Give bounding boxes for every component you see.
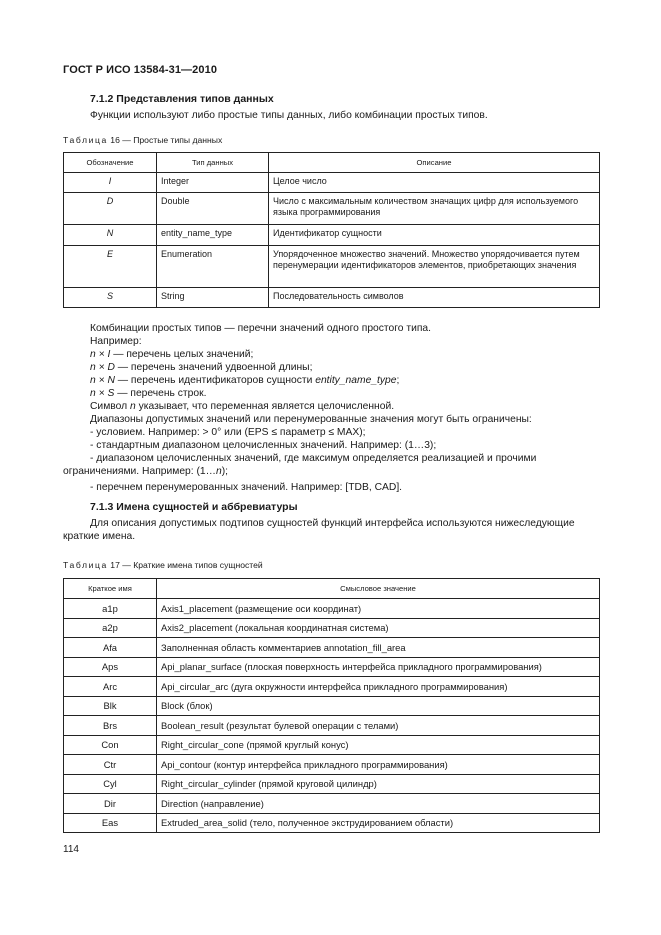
meaning-cell: Direction (направление): [157, 794, 600, 814]
meaning-cell: Api_planar_surface (плоская поверхность интерфейса прикладного программирования): [157, 657, 600, 677]
code-cell: D: [64, 193, 157, 225]
meaning-cell: Заполненная область комментариев annotation_fill_area: [157, 638, 600, 658]
ranges-note: Диапазоны допустимых значений или перенумерованные значения могут быть ограничены:: [90, 414, 532, 425]
table-row: [64, 288, 600, 308]
example-label: Например:: [90, 336, 142, 347]
combos-line: Комбинации простых типов — перечни значений одного простого типа.: [90, 323, 431, 334]
example-item: n × I — перечень целых значений;: [90, 349, 254, 360]
table-17-caption: [63, 560, 263, 570]
table-row: [64, 755, 600, 775]
table-row: [64, 618, 600, 638]
type-cell: Enumeration: [157, 246, 269, 288]
desc-cell: Последовательность символов: [269, 288, 600, 308]
caption-text: 17 — Краткие имена типов сущностей: [107, 560, 263, 570]
table-row: [64, 173, 600, 193]
table-header-cell: Описание: [269, 153, 600, 173]
code-cell: S: [64, 288, 157, 308]
type-cell: entity_name_type: [157, 225, 269, 246]
meaning-cell: Api_contour (контур интерфейса прикладного программирования): [157, 755, 600, 775]
table-row: [64, 677, 600, 697]
desc-cell: Упорядоченное множество значений. Множество упорядочивается путем перенумерации идентификаторов элементов, приобретающих значения: [269, 246, 600, 288]
table-row: [64, 225, 600, 246]
type-cell: String: [157, 288, 269, 308]
desc-cell: Идентификатор сущности: [269, 225, 600, 246]
meaning-cell: Api_circular_arc (дуга окружности интерфейса прикладного программирования): [157, 677, 600, 697]
section-title-7-1-2: 7.1.2 Представления типов данных: [90, 93, 274, 105]
table-row: [64, 193, 600, 225]
caption-prefix: Таблица: [63, 135, 108, 145]
table-row: [64, 735, 600, 755]
table-row: [64, 657, 600, 677]
table-row: [64, 794, 600, 814]
short-name-cell: Brs: [64, 716, 157, 736]
meaning-cell: Right_circular_cone (прямой круглый конус): [157, 735, 600, 755]
table-header-cell: Краткое имя: [64, 579, 157, 599]
symbol-note: Символ n указывает, что переменная является целочисленной.: [90, 401, 395, 412]
code-cell: E: [64, 246, 157, 288]
example-item: n × N — перечень идентификаторов сущности entity_name_type;: [90, 375, 400, 386]
table-16-caption: [63, 135, 222, 145]
code-cell: I: [64, 173, 157, 193]
short-name-cell: Cyl: [64, 774, 157, 794]
section-intro-7-1-2: Функции используют либо простые типы данных, либо комбинации простых типов.: [90, 110, 488, 121]
table-header-cell: Смысловое значение: [157, 579, 600, 599]
example-item: n × S — перечень строк.: [90, 388, 207, 399]
short-name-cell: Afa: [64, 638, 157, 658]
section-intro-7-1-3: Для описания допустимых подтипов сущностей функций интерфейса используются нижеследующие краткие имена.: [63, 518, 575, 543]
page-number: 114: [63, 844, 79, 855]
range-item: - диапазоном целочисленных значений, где максимум определяется реализацией и прочими ограничениями. Например: (1…n);: [63, 453, 537, 478]
caption-prefix: Таблица: [63, 560, 108, 570]
range-item: - перечнем перенумерованных значений. Например: [TDB, CAD].: [90, 482, 403, 493]
short-name-cell: Ctr: [64, 755, 157, 775]
short-name-cell: a1p: [64, 599, 157, 619]
range-item: - стандартным диапазоном целочисленных значений. Например: (1…3);: [90, 440, 437, 451]
caption-text: 16 — Простые типы данных: [107, 135, 223, 145]
meaning-cell: Right_circular_cylinder (прямой круговой цилиндр): [157, 774, 600, 794]
short-name-cell: Aps: [64, 657, 157, 677]
range-item: - условием. Например: > 0° или (EPS ≤ параметр ≤ MAX);: [90, 427, 366, 438]
table-16: [63, 152, 600, 308]
table-row: [64, 716, 600, 736]
example-item: n × D — перечень значений удвоенной длины;: [90, 362, 313, 373]
short-name-cell: Eas: [64, 813, 157, 833]
table-row: [64, 813, 600, 833]
meaning-cell: Block (блок): [157, 696, 600, 716]
type-cell: Integer: [157, 173, 269, 193]
standard-header: ГОСТ Р ИСО 13584-31—2010: [63, 64, 218, 76]
code-cell: N: [64, 225, 157, 246]
desc-cell: Целое число: [269, 173, 600, 193]
short-name-cell: Arc: [64, 677, 157, 697]
meaning-cell: Boolean_result (результат булевой операции с телами): [157, 716, 600, 736]
desc-cell: Число с максимальным количеством значащих цифр для используемого языка программирования: [269, 193, 600, 225]
short-name-cell: Blk: [64, 696, 157, 716]
meaning-cell: Axis2_placement (локальная координатная система): [157, 618, 600, 638]
short-name-cell: a2p: [64, 618, 157, 638]
section-title-7-1-3: 7.1.3 Имена сущностей и аббревиатуры: [90, 501, 298, 513]
table-row: [64, 638, 600, 658]
table-row: [64, 246, 600, 288]
short-name-cell: Dir: [64, 794, 157, 814]
meaning-cell: Extruded_area_solid (тело, полученное экструдированием области): [157, 813, 600, 833]
type-cell: Double: [157, 193, 269, 225]
table-row: [64, 696, 600, 716]
table-row: [64, 599, 600, 619]
short-name-cell: Con: [64, 735, 157, 755]
table-header-cell: Обозначение: [64, 153, 157, 173]
meaning-cell: Axis1_placement (размещение оси координат): [157, 599, 600, 619]
table-row: [64, 774, 600, 794]
table-17: [63, 578, 600, 833]
table-header-cell: Тип данных: [157, 153, 269, 173]
